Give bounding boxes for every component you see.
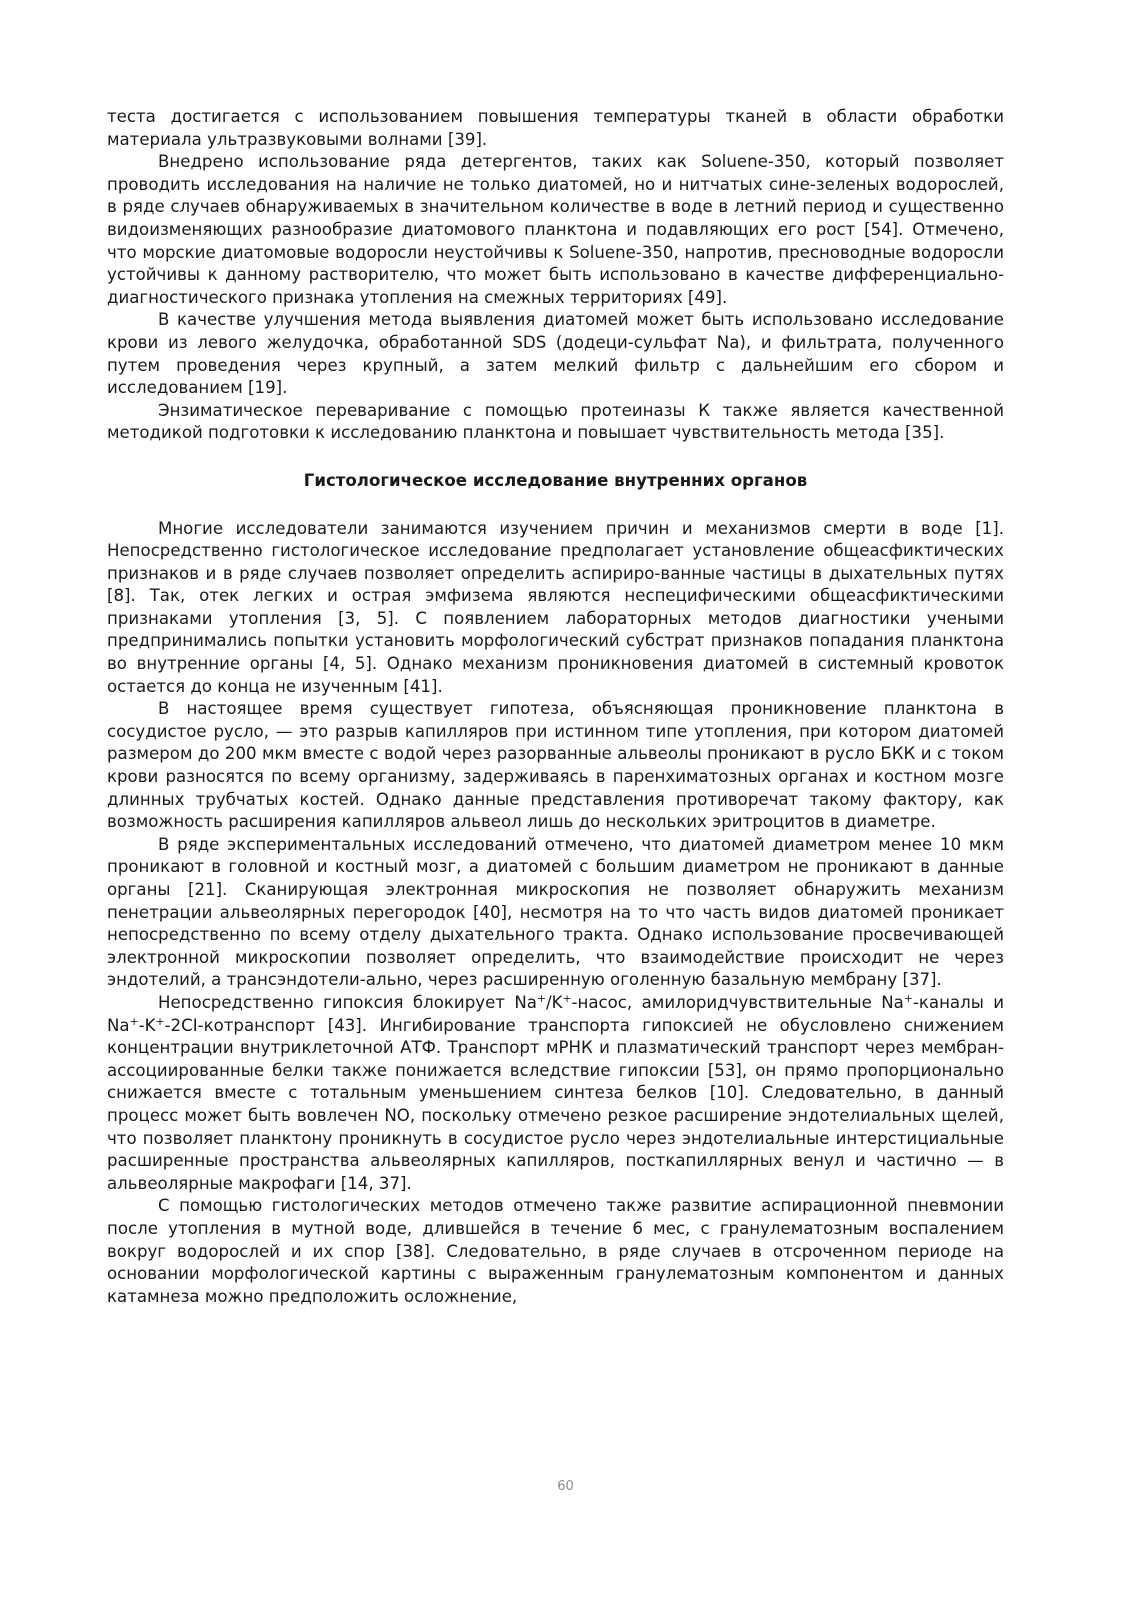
paragraph: С помощью гистологических методов отмечено также развитие аспирационной пневмонии после утопления в мутной воде, длившейся в течение 6 мес, с гранулематозным воспалением вокруг водорослей и их спор [38]. Следовательно, в ряде случаев в отсроченном периоде на основании морфологической картины с выраженным гранулематозным компонентом и данных катамнеза можно предположить осложнение,	[107, 1196, 1004, 1306]
superscript: +	[129, 1014, 139, 1028]
text-fragment: -каналы и Na	[107, 992, 1004, 1035]
paragraph: В качестве улучшения метода выявления диатомей может быть использовано исследование крови из левого желудочка, обработанной SDS (додеци-сульфат Na), и фильтрата, полученного путем проведения через крупный, а затем мелкий фильтр с дальнейшим его сбором и исследованием [19].	[107, 310, 1004, 398]
paragraph: В настоящее время существует гипотеза, объясняющая проникновение планктона в сосудистое русло, — это разрыв капилляров при истинном типе утопления, при котором диатомей размером до 200 мкм вместе с водой через разорванные альвеолы проникают в русло БКК и с током крови разносятся по всему организму, задерживаясь в паренхиматозных органах и костном мозге длинных трубчатых костей. Однако данные представления противоречат такому фактору, как возможность расширения капилляров альвеол лишь до нескольких эритроцитов в диаметре.	[107, 699, 1004, 832]
text-fragment: /K	[546, 992, 563, 1012]
page-number: 60	[557, 1479, 574, 1494]
text-fragment: Непосредственно гипоксия блокирует Na	[158, 992, 537, 1012]
page-body	[107, 106, 1004, 1308]
paragraph: теста достигается с использованием повышения температуры тканей в области обработки материала ультразвуковыми волнами [39].	[107, 107, 1004, 149]
paragraph: В ряде экспериментальных исследований отмечено, что диатомей диаметром менее 10 мкм проникают в головной и костный мозг, а диатомей с большим диаметром не проникают в данные органы [21]. Сканирующая электронная микроскопия не позволяет обнаружить механизм пенетрации альвеолярных перегородок [40], несмотря на то что часть видов диатомей проникает непосредственно по всему отделу дыхательного тракта. Однако использование просвечивающей электронной микроскопии позволяет определить, что взаимодействие происходит не через эндотелий, а трансэндотели-ально, через расширенную оголенную базальную мембрану [37].	[107, 834, 1004, 990]
section-heading: Гистологическое исследование внутренних органов	[303, 470, 808, 490]
paragraph: Внедрено использование ряда детергентов, таких как Soluene-350, который позволяет проводить исследования на наличие не только диатомей, но и нитчатых сине-зеленых водорослей, в ряде случаев обнаруживаемых в значительном количестве в воде в летний период и существенно видоизменяющих разнообразие диатомового планктона и подавляющих его рост [54]. Отмечено, что морские диатомовые водоросли неустойчивы к Soluene-350, напротив, пресноводные водоросли устойчивы к данному растворителю, что может быть использовано в качестве дифференциально-диагностического признака утопления на смежных территориях [49].	[107, 152, 1004, 307]
superscript: +	[155, 1014, 165, 1028]
paragraph: Энзиматическое переваривание с помощью протеиназы К также является качественной методикой подготовки к исследованию планктона и повышает чувствительность метода [35].	[107, 400, 1004, 443]
paragraph-hypoxia	[107, 992, 1004, 1195]
text-fragment: -K	[138, 1015, 156, 1035]
paragraph: Многие исследователи занимаются изучением причин и механизмов смерти в воде [1]. Непосредственно гистологическое исследование предполагает установление общеасфиктических признаков и в ряде случаев позволяет определить аспириро-ванные частицы в дыхательных путях [8]. Так, отек легких и острая эмфизема являются неспецифическими общеасфиктическими признаками утопления [3, 5]. С появлением лабораторных методов диагностики учеными предпринимались попытки установить морфологический субстрат признаков попадания планктона во внутренние органы [4, 5]. Однако механизм проникновения диатомей в системный кровоток остается до конца не изученным [41].	[107, 518, 1004, 696]
text-fragment: -насос, амилоридчувствительные Na	[571, 992, 904, 1012]
text-fragment: -2CI-котранспорт [43]. Ингибирование транспорта гипоксией не обусловлено снижением концентрации внутриклеточной АТФ. Транспорт мРНК и плазматический транспорт через мембран-ассоциированные белки также понижается вследствие гипоксии [53], он прямо пропорционально снижается вместе с тотальным уменьшением синтеза белков [10]. Следовательно, в данный процесс может быть вовлечен NO, поскольку отмечено резкое расширение эндотелиальных щелей, что позволяет планктону проникнуть в сосудистое русло через эндотелиальные интерстициальные расширенные пространства альвеолярных капилляров, посткапиллярных венул и частично — в альвеолярные макрофаги [14, 37].	[107, 1015, 1004, 1193]
superscript: +	[536, 992, 546, 1006]
superscript: +	[562, 992, 572, 1006]
superscript: +	[903, 992, 913, 1006]
